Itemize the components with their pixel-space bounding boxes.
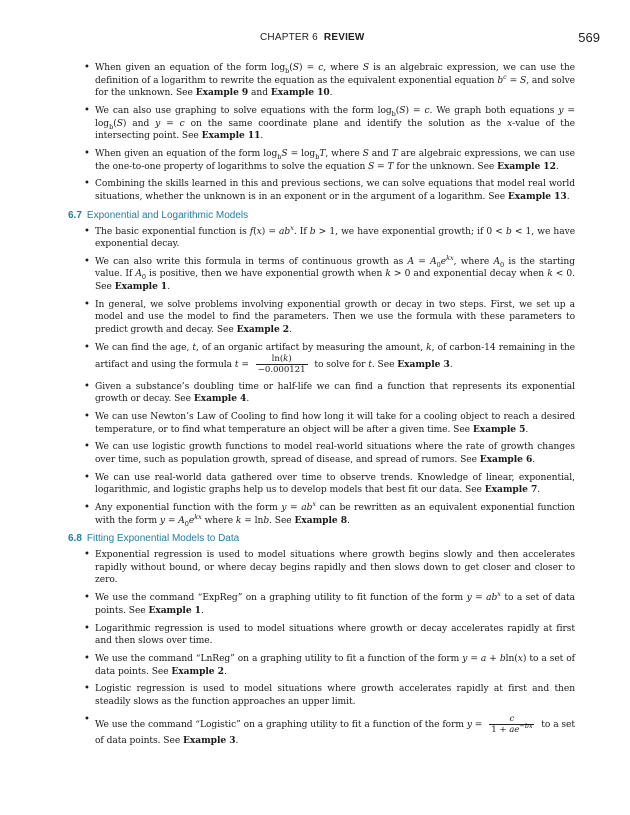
list-item: • We use the command “ExpReg” on a graphing utility to fit function of the form $y = ab^x$ to a set of data points. See Example 1. [84,590,575,616]
section-6-7-list [75,223,576,528]
list-item: • We use the command “LnReg” on a graphing utility to fit a function of the form y = a + bln(x) to a set of data points. See Example 2. [84,653,575,677]
list-item: • The basic exponential function is $f(x) = ab^x$. If b > 1, we have exponential growth; if 0 < b < 1, we have exponential decay. [84,223,576,250]
chapter-label: CHAPTER 6 REVIEW [260,32,365,43]
fraction: $\frac{c}{1 + ae^{-bx}}$ [491,713,533,735]
list-item: • Combining the skills learned in this and previous sections, we can solve equations that model real world situations, whether the unknown is in an exponent or in the argument of a logarithm. See Example 13. [84,178,575,202]
list-item: • Any exponential function with the form $y = ab^x$ can be rewritten as an equivalent exponential function with the form $y = A_0e^{kx}$ where k = lnb. See Example 8. [84,500,575,528]
section-6-8-list [75,549,575,747]
list-item: • We use the command “Logistic” on a graphing utility to fit a function of the form y = $\frac{c}{1 + ae^{-bx}}$ to a set of data points. See Example 3. [84,713,575,746]
list-item: • We can use real-world data gathered over time to observe trends. Knowledge of linear, exponential, logarithmic, and logistic graphs help us to develop models that best fit our data. See Example 7. [84,471,575,496]
fraction: $\frac{\ln(k)}{-0.000121}$ [257,354,306,376]
list-item: • In general, we solve problems involving exponential growth or decay in two steps. First, we set up a model and use the model to find the parameters. Then we use the formula with these parameters to predict growth and decay. See Example 2. [84,298,575,336]
list-item: • When given an equation of the form $\log_bS = \log_bT$, where S and T are algebraic expressions, we can use the one-to-one property of logarithms to solve the equation S = T for the unknown. See Example 12. [84,147,575,172]
list-item: • Logarithmic regression is used to model situations where growth or decay accelerates rapidly at first and then slows over time. [84,622,575,647]
page-number: 569 [578,30,600,45]
running-head [0,32,630,48]
list-item: • Exponential regression is used to model situations where growth begins slowly and then accelerates rapidly without bound, or where decay begins rapidly and then slows down to get closer and closer to zero. [84,549,575,586]
list-item: • When given an equation of the form $\log_b(S) = c$, where S is an algebraic expression, we can use the definition of a logarithm to rewrite the equation as the equivalent exponential equation $b^c = S$, and solve for the unknown. See Example 9 and Example 10. [84,62,575,99]
section-heading-6-7: 6.7 Exponential and Logarithmic Models [68,209,249,221]
list-item: • We can use Newton’s Law of Cooling to find how long it will take for a cooling object to reach a desired temperature, or to find what temperature an object will be after a given time. See Example 5. [84,410,575,435]
list-item: • We can also use graphing to solve equations with the form $\log_b(S) = c$. We graph both equations $y = \log_b(S)$ and y = c on the same coordinate plane and identify the solution as the x-value of the intersecting point. See Example 11. [84,104,575,142]
list-item: • We can also write this formula in terms of continuous growth as $A = A_0e^{kx}$, where $A_0$ is the starting value. If $A_0$ is positive, then we have exponential growth when k > 0 and exponential decay when k < 0. See Example 1. [84,253,575,293]
list-item: • Logistic regression is used to model situations where growth accelerates rapidly at first and then steadily slows as the function approaches an upper limit. [84,683,575,707]
list-item: • Given a substance’s doubling time or half-life we can find a function that represents its exponential growth or decay. See Example 4. [84,380,575,405]
summary-list-top [75,62,575,204]
list-item: • We can find the age, t, of an organic artifact by measuring the amount, k, of carbon-14 remaining in the artifact and using the formula t = $\frac{\ln(k)}{-0.000121}$ to solve for t. See Example 3. [84,341,575,376]
list-item: • We can use logistic growth functions to model real-world situations where the rate of growth changes over time, such as population growth, spread of disease, and spread of rumors. See Example 6. [84,441,575,465]
section-heading-6-8: 6.8 Fitting Exponential Models to Data [68,533,240,545]
page-content [68,62,576,753]
